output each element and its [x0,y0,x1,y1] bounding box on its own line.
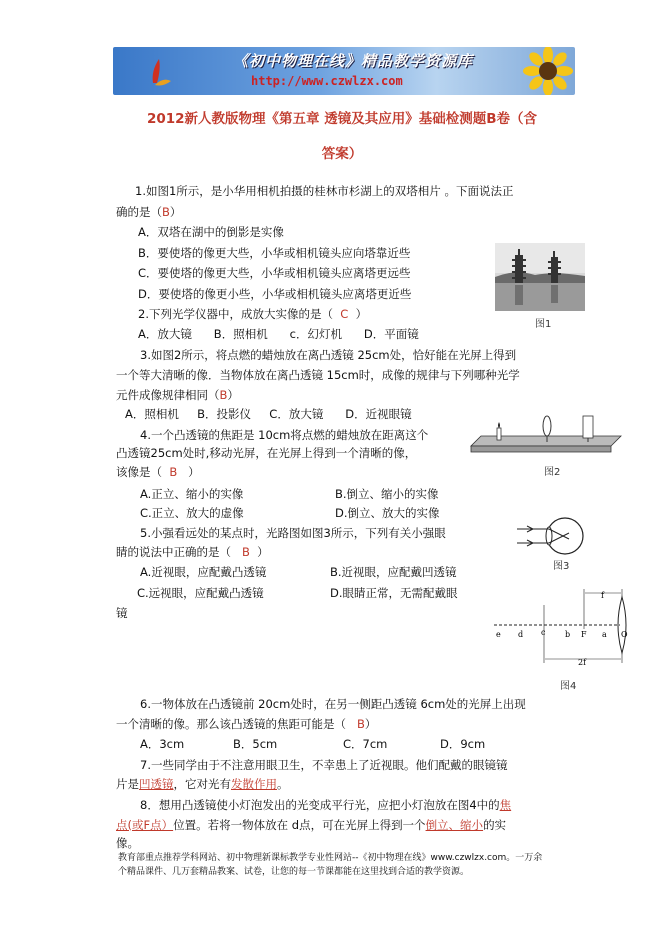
q3-stem-line-2: 一个等大清晰的像．当物体放在离凸透镜 15cm时，成像的规律与下列哪种光学 [116,368,520,382]
q1-answer: B [162,205,170,219]
q6-option-c: C．7cm [343,737,388,751]
q6-option-b: B．5cm [233,737,278,751]
q1-option-c: C．要使塔的像更大些，小华或相机镜头应离塔更远些 [138,266,411,280]
q4-stem-line-3: 该像是（ B ） [116,465,200,479]
document-title [112,102,572,172]
q3-stem-line-3: 元件成像规律相同（B） [116,388,239,402]
fig4-label-e: e [496,630,501,639]
q7-answer-2: 发散作用 [231,777,277,791]
q4-stem-line-2: 凸透镜25cm处时,移动光屏，在光屏上得到一个清晰的像， [116,446,417,460]
figure-4-lens-axis [488,585,638,667]
q8-stem-line-2: 点(或F点）位置。若将一物体放在 d点，可在光屏上得到一个倒立、缩小的实 [116,818,507,832]
fig4-label-F: F [581,630,587,639]
fig4-label-f-dim: f [601,591,604,600]
q4-option-c: C.正立、放大的虚像 [140,506,244,520]
q4-option-a: A.正立、缩小的实像 [140,487,244,501]
q4-answer: B [169,465,178,479]
q3-answer: B [219,388,228,402]
fig4-label-a: a [602,630,607,639]
q2-answer: C [340,307,349,321]
q6-stem-line-1: 6.一物体放在凸透镜前 20cm处时，在另一侧距凸透镜 6cm处的光屏上出现 [140,697,526,711]
fig4-label-d: d [518,630,524,639]
title-line-2: 答案） [321,146,363,162]
title-line-1: 2012新人教版物理《第五章 透镜及其应用》基础检测题B卷（含 [146,111,538,127]
q8-answer-1b: 点(或F点） [116,818,174,832]
logo-icon [149,53,173,87]
q1-stem-line-2: 确的是（B） [116,205,182,219]
q1-option-b: B．要使塔的像更大些，小华或相机镜头应向塔靠近些 [138,246,411,260]
q7-stem-line-1: 7.一些同学由于不注意用眼卫生，不幸患上了近视眼。他们配戴的眼镜镜 [140,758,508,772]
q5-answer: B [241,545,250,559]
q8-stem-line-3: 像。 [116,836,139,850]
q8-answer-2: 倒立、缩小 [425,818,484,832]
q1-stem-line-1: 1.如图1所示，是小华用相机拍摄的桂林市杉湖上的双塔相片 。下面说法正 [135,184,514,198]
q6-answer: B [356,717,365,731]
fig4-label-2f: 2f [578,658,587,667]
q5-option-b: B.近视眼，应配戴凹透镜 [330,565,457,579]
q5-stem-line-2: 睛的说法中正确的是（ B ） [116,545,269,559]
q5-option-d-cont: 镜 [116,606,128,620]
q5-option-c: C.远视眼，应配戴凸透镜 [137,586,264,600]
page-footer [118,851,542,879]
q6-stem-line-2: 一个清晰的像。那么该凸透镜的焦距可能是（ B） [116,717,377,731]
banner-title: 《初中物理在线》精品教学资源库 [233,52,474,70]
q8-answer-1a: 焦 [499,798,512,812]
q3-options: A．照相机 B．投影仪 C．放大镜 D．近视眼镜 [125,407,412,421]
q5-stem-line-1: 5.小强看远处的某点时，光路图如图3所示，下列有关小强眼 [140,526,446,540]
footer-line-2: 个精品课件、几万套精品教案、试卷，让您的每一节课都能在这里找到合适的教学资源。 [118,867,470,877]
footer-line-1: 教育部重点推荐学科网站、初中物理新课标教学专业性网站--《初中物理在线》www.czwlzx.com。一万余 [118,853,543,863]
q5-option-d: D.眼睛正常，无需配戴眼 [330,586,458,600]
q5-option-a: A.近视眼，应配戴凸透镜 [140,565,267,579]
sunflower-icon [521,47,575,95]
q2-stem: 2.下列光学仪器中，成放大实像的是（ C ） [138,307,368,321]
q4-option-d: D.倒立、放大的实像 [335,506,440,520]
banner-url[interactable]: http://www.czwlzx.com [251,74,403,88]
figure-3-caption: 图3 [553,561,570,572]
figure-2-caption: 图2 [544,467,561,478]
figure-3-eye-diagram [515,515,590,557]
q4-stem-line-1: 4.一个凸透镜的焦距是 10cm将点燃的蜡烛放在距离这个 [140,428,429,442]
fig4-label-c: c [541,628,546,637]
q7-stem-line-2: 片是凹透镜，它对光有发散作用。 [116,777,289,791]
fig4-label-O: O [621,630,628,639]
q7-answer-1: 凹透镜 [139,777,174,791]
q4-option-b: B.倒立、缩小的实像 [335,487,439,501]
figure-1-caption: 图1 [535,319,552,330]
q6-option-a: A．3cm [140,737,185,751]
fig4-label-b: b [565,630,571,639]
q6-option-d: D．9cm [440,737,486,751]
q2-options: A．放大镜 B．照相机 c．幻灯机 D．平面镜 [138,327,419,341]
q3-stem-line-1: 3.如图2所示，将点燃的蜡烛放在离凸透镜 25cm处，恰好能在光屏上得到 [140,348,517,362]
q1-option-d: D．要使塔的像更小些，小华或相机镜头应离塔更近些 [138,287,412,301]
figure-1-photo [495,243,585,311]
figure-4-caption: 图4 [560,681,577,692]
header-banner [113,47,575,95]
figure-2-optical-bench [465,412,625,458]
q1-option-a: A．双塔在湖中的倒影是实像 [138,225,284,239]
q8-stem-line-1: 8．想用凸透镜使小灯泡发出的光变成平行光，应把小灯泡放在图4中的焦 [140,798,512,812]
